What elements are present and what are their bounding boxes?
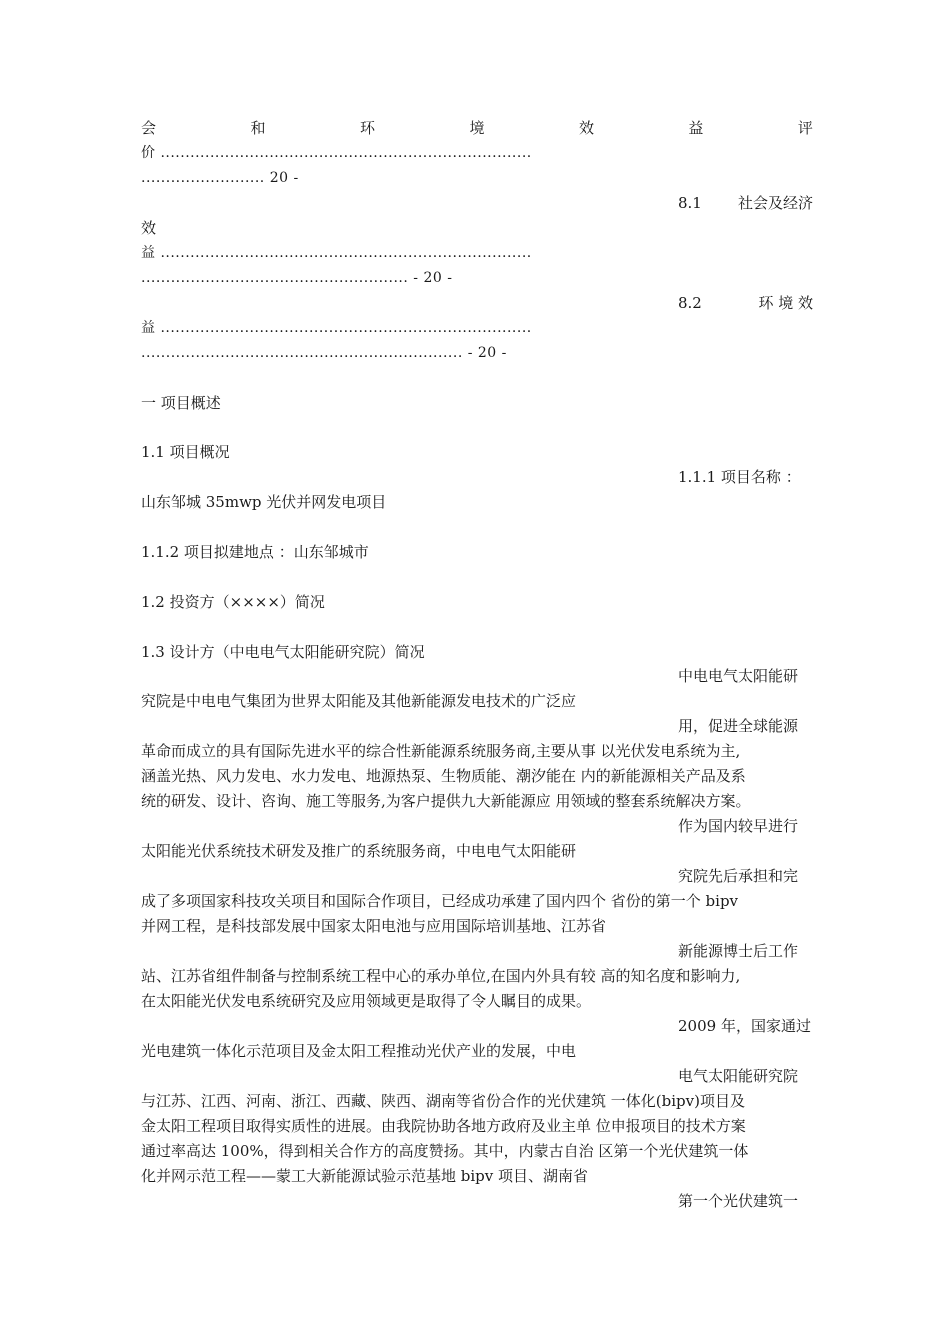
project-name: 山东邹城 35mwp 光伏并网发电项目	[141, 493, 387, 511]
toc-char: 和	[250, 119, 266, 137]
toc-item-number: 8.2	[678, 294, 702, 312]
subsection-heading: 1.1.1 项目名称 ：	[678, 468, 801, 486]
subsection-heading: 1.1.2 项目拟建地点 ：山东邹城市	[141, 543, 369, 561]
body-line: 电气太阳能研究院	[678, 1067, 799, 1085]
body-line: 光电建筑一体化示范项目及金太阳工程推动光伏产业的发展，中电	[141, 1042, 577, 1060]
toc-item-title: 环 境 效	[758, 294, 813, 312]
body-line: 统的研发、设计、咨询、施工等服务,为客户提供九大新能源应 用领域的整套系统解决方案。	[141, 792, 751, 810]
toc-line-spread	[141, 115, 813, 141]
toc-leader-line: 益 ...........................................................................	[141, 245, 532, 261]
toc-wrap-line: 效	[141, 219, 157, 237]
subsection-heading: 1.2 投资方（××××）简况	[141, 593, 325, 611]
toc-item-8-1	[678, 190, 813, 216]
body-line: 化并网示范工程——蒙工大新能源试验示范基地 bipv 项目、湖南省	[141, 1167, 589, 1185]
body-line: 用，促进全球能源	[678, 717, 799, 735]
toc-item-8-2	[678, 290, 813, 316]
body-line: 新能源博士后工作	[678, 942, 799, 960]
toc-item-title: 社会及经济	[737, 194, 813, 212]
toc-char: 环	[359, 119, 375, 137]
body-line: 通过率高达 100%，得到相关合作方的高度赞扬。其中，内蒙古自治 区第一个光伏建筑一体	[141, 1142, 749, 1160]
toc-item-number: 8.1	[678, 194, 702, 212]
subsection-heading: 1.1 项目概况	[141, 443, 230, 461]
body-line: 站、江苏省组件制备与控制系统工程中心的承办单位,在国内外具有较 高的知名度和影响力,	[141, 967, 741, 985]
body-line: 金太阳工程项目取得实质性的进展。由我院协助各地方政府及业主单 位申报项目的技术方案	[141, 1117, 746, 1135]
body-line: 太阳能光伏系统技术研发及推广的系统服务商，中电电气太阳能研	[141, 842, 577, 860]
section-heading: 一 项目概述	[141, 394, 221, 412]
body-line: 并网工程，是科技部发展中国家太阳电池与应用国际培训基地、江苏省	[141, 917, 607, 935]
body-line: 究院先后承担和完	[678, 867, 799, 885]
body-line: 作为国内较早进行	[678, 817, 799, 835]
body-line: 在太阳能光伏发电系统研究及应用领域更是取得了令人瞩目的成果。	[141, 992, 592, 1010]
toc-leader-line: 益 ...........................................................................	[141, 320, 532, 336]
toc-char: 会	[141, 119, 157, 137]
body-line: 革命而成立的具有国际先进水平的综合性新能源系统服务商,主要从事 以光伏发电系统为主,	[141, 742, 741, 760]
toc-char: 境	[469, 119, 485, 137]
body-line: 与江苏、江西、河南、浙江、西藏、陕西、湖南等省份合作的光伏建筑 一体化(bipv)项目及	[141, 1092, 745, 1110]
toc-char: 评	[797, 119, 813, 137]
body-line: 成了多项国家科技攻关项目和国际合作项目，已经成功承建了国内四个 省份的第一个 bipv	[141, 892, 739, 910]
body-line: 究院是中电电气集团为世界太阳能及其他新能源发电技术的广泛应	[141, 692, 577, 710]
subsection-heading: 1.3 设计方（中电电气太阳能研究院）简况	[141, 643, 425, 661]
body-line: 第一个光伏建筑一	[678, 1192, 799, 1210]
toc-char: 益	[688, 119, 704, 137]
toc-page-line: ................................................................. - 20 -	[141, 345, 507, 361]
toc-page-line: ......................... 20 -	[141, 170, 299, 186]
body-line: 中电电气太阳能研	[678, 667, 799, 685]
toc-char: 效	[578, 119, 594, 137]
body-line: 涵盖光热、风力发电、水力发电、地源热泵、生物质能、潮汐能在 内的新能源相关产品及系	[141, 767, 746, 785]
toc-page-line: ...................................................... - 20 -	[141, 270, 453, 286]
body-line: 2009 年，国家通过	[678, 1017, 811, 1035]
toc-leader-line: 价 ...........................................................................	[141, 145, 532, 161]
